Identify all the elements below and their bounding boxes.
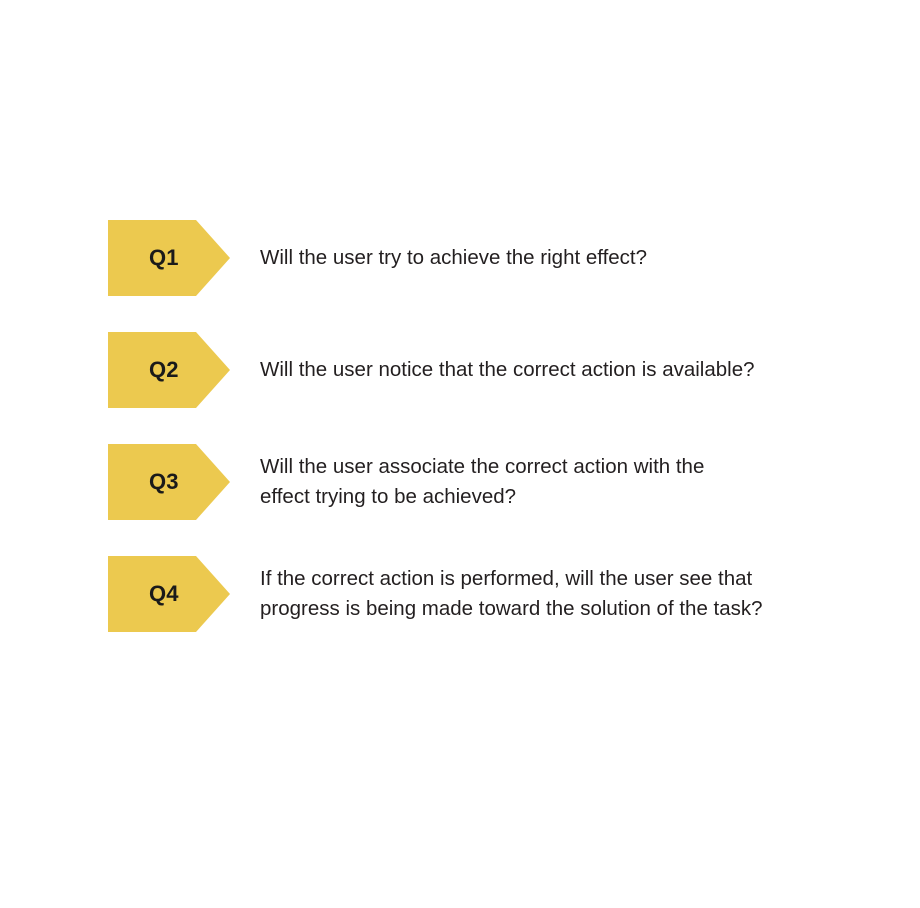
question-line: Will the user associate the correct action with the bbox=[260, 454, 705, 478]
question-row bbox=[108, 332, 868, 408]
question-row bbox=[108, 220, 868, 296]
question-text-q4 bbox=[230, 564, 763, 625]
question-text-q2 bbox=[230, 355, 755, 385]
chevron-badge-q2 bbox=[108, 332, 230, 408]
chevron-badge-q1 bbox=[108, 220, 230, 296]
question-line: Will the user notice that the correct action is available? bbox=[260, 357, 755, 381]
question-text-q3 bbox=[230, 452, 704, 513]
question-line: If the correct action is performed, will the user see that bbox=[260, 566, 753, 590]
question-line: effect trying to be achieved? bbox=[260, 485, 517, 508]
chevron-label: Q3 bbox=[149, 469, 179, 494]
chevron-label: Q4 bbox=[149, 581, 179, 606]
question-row bbox=[108, 556, 868, 632]
question-line: Will the user try to achieve the right effect? bbox=[260, 245, 648, 269]
chevron-badge-q3 bbox=[108, 444, 230, 520]
question-line: progress is being made toward the solution of the task? bbox=[260, 597, 763, 620]
chevron-label: Q2 bbox=[149, 357, 179, 382]
chevron-label: Q1 bbox=[149, 245, 179, 270]
question-list bbox=[108, 220, 868, 632]
chevron-badge-q4 bbox=[108, 556, 230, 632]
question-row bbox=[108, 444, 868, 520]
question-text-q1 bbox=[230, 243, 647, 273]
